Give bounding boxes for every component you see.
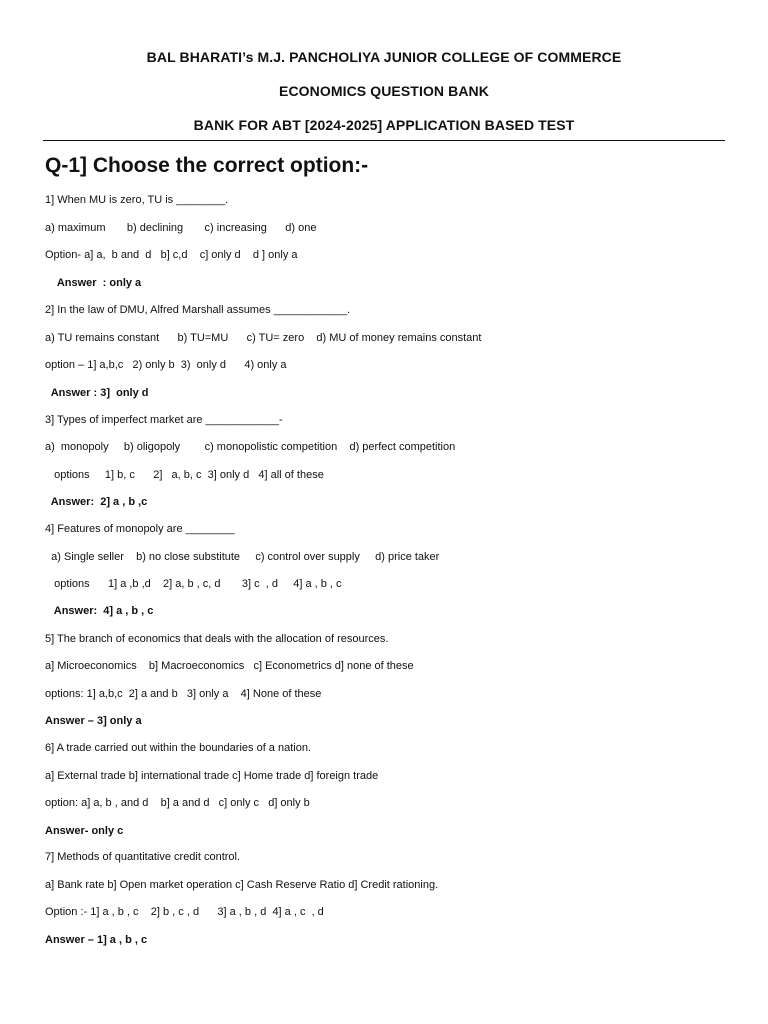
- question-line: 7] Methods of quantitative credit control.: [45, 851, 241, 863]
- question-line: 1] When MU is zero, TU is ________.: [45, 194, 229, 206]
- choices-line: options 1] a ,b ,d 2] a, b , c, d 3] c , d 4] a , b , c: [45, 578, 342, 590]
- answer-line: Answer: 4] a , b , c: [45, 605, 154, 617]
- answer-line: Answer- only c: [45, 825, 124, 837]
- answer-line: Answer : only a: [45, 277, 142, 289]
- options-line: a] Microeconomics b] Macroeconomics c] Econometrics d] none of these: [45, 660, 414, 672]
- choices-line: options 1] b, c 2] a, b, c 3] only d 4] all of these: [45, 469, 324, 481]
- options-line: a) Single seller b) no close substitute c) control over supply d) price taker: [45, 551, 440, 563]
- choices-line: Option :- 1] a , b , c 2] b , c , d 3] a , b , d 4] a , c , d: [45, 906, 324, 918]
- college-name: BAL BHARATI’s M.J. PANCHOLIYA JUNIOR COLLEGE OF COMMERCE: [146, 49, 622, 65]
- question-line: 3] Types of imperfect market are ____________-: [45, 414, 283, 426]
- options-line: a) maximum b) declining c) increasing d) one: [45, 222, 317, 234]
- test-title: BANK FOR ABT [2024-2025] APPLICATION BASED TEST: [193, 117, 575, 133]
- choices-line: Option- a] a, b and d b] c,d c] only d d ] only a: [45, 249, 298, 261]
- options-line: a] Bank rate b] Open market operation c] Cash Reserve Ratio d] Credit rationing.: [45, 879, 439, 891]
- choices-line: option – 1] a,b,c 2) only b 3) only d 4) only a: [45, 359, 287, 371]
- question-line: 5] The branch of economics that deals with the allocation of resources.: [45, 633, 389, 645]
- choices-line: options: 1] a,b,c 2] a and b 3] only a 4] None of these: [45, 688, 322, 700]
- options-line: a) monopoly b) oligopoly c) monopolistic competition d) perfect competition: [45, 441, 456, 453]
- answer-line: Answer – 1] a , b , c: [45, 934, 148, 946]
- choices-line: option: a] a, b , and d b] a and d c] only c d] only b: [45, 797, 310, 809]
- question-line: 6] A trade carried out within the boundaries of a nation.: [45, 742, 312, 754]
- document-title: ECONOMICS QUESTION BANK: [279, 83, 489, 99]
- section-heading: Q-1] Choose the correct option:-: [45, 154, 369, 177]
- options-line: a) TU remains constant b) TU=MU c) TU= zero d) MU of money remains constant: [45, 332, 482, 344]
- question-line: 4] Features of monopoly are ________: [45, 523, 235, 535]
- answer-line: Answer: 2] a , b ,c: [45, 496, 148, 508]
- header-divider: [43, 140, 725, 141]
- answer-line: Answer – 3] only a: [45, 715, 142, 727]
- answer-line: Answer : 3] only d: [45, 387, 149, 399]
- question-line: 2] In the law of DMU, Alfred Marshall assumes ____________.: [45, 304, 351, 316]
- options-line: a] External trade b] international trade c] Home trade d] foreign trade: [45, 770, 379, 782]
